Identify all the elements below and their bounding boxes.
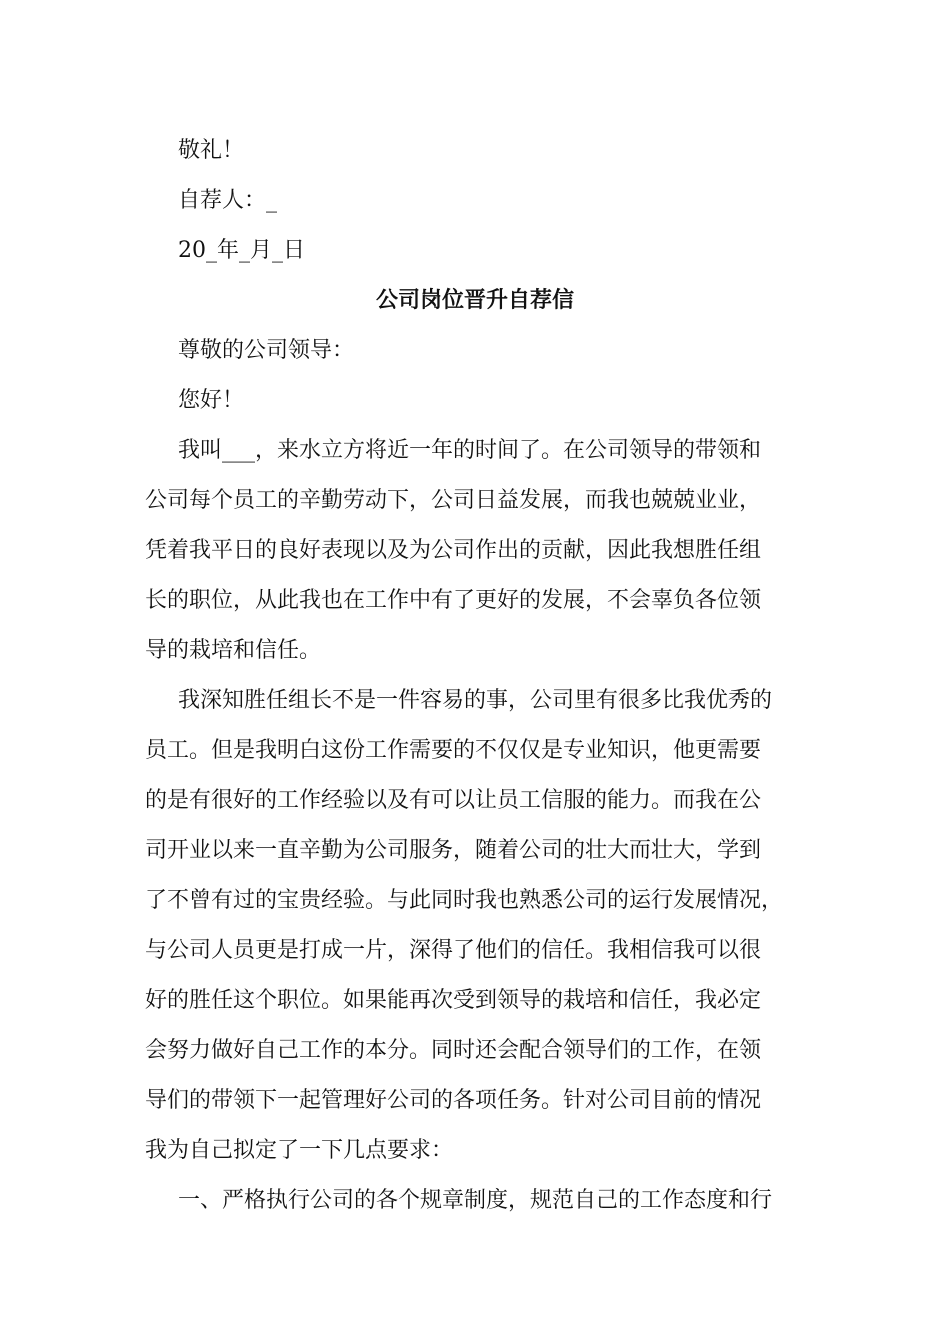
- letter-title: 公司岗位晋升自荐信: [375, 288, 574, 313]
- paragraph-line: 导们的带领下一起管理好公司的各项任务。针对公司目前的情况: [145, 1088, 762, 1113]
- paragraph-line: 凭着我平日的良好表现以及为公司作出的贡献，因此我想胜任组: [145, 538, 762, 563]
- paragraph-line: 的是有很好的工作经验以及有可以让员工信服的能力。而我在公: [145, 788, 762, 813]
- paragraph-line: 司开业以来一直辛勤为公司服务，随着公司的壮大而壮大，学到: [145, 838, 762, 863]
- date-line: 20_年_月_日: [178, 238, 305, 263]
- paragraph-line: 与公司人员更是打成一片，深得了他们的信任。我相信我可以很: [145, 938, 762, 963]
- paragraph-line: 我为自己拟定了一下几点要求：: [145, 1138, 454, 1163]
- signer-line: 自荐人：_: [178, 188, 278, 213]
- paragraph-line: 我深知胜任组长不是一件容易的事，公司里有很多比我优秀的: [178, 688, 773, 713]
- paragraph-line: 公司每个员工的辛勤劳动下，公司日益发展，而我也兢兢业业，: [145, 488, 762, 513]
- paragraph-line: 我叫___，来水立方将近一年的时间了。在公司领导的带领和: [178, 438, 762, 463]
- paragraph-line: 导的栽培和信任。: [145, 638, 322, 663]
- paragraph-line: 好的胜任这个职位。如果能再次受到领导的栽培和信任，我必定: [145, 988, 762, 1013]
- paragraph-line: 员工。但是我明白这份工作需要的不仅仅是专业知识，他更需要: [145, 738, 762, 763]
- hello: 您好！: [178, 388, 245, 413]
- paragraph-line: 一、严格执行公司的各个规章制度，规范自己的工作态度和行: [178, 1188, 773, 1213]
- paragraph-line: 会努力做好自己工作的本分。同时还会配合领导们的工作，在领: [145, 1038, 762, 1063]
- closing-salute: 敬礼！: [178, 138, 245, 163]
- paragraph-line: 了不曾有过的宝贵经验。与此同时我也熟悉公司的运行发展情况，: [145, 888, 784, 913]
- paragraph-line: 长的职位，从此我也在工作中有了更好的发展，不会辜负各位领: [145, 588, 762, 613]
- greeting: 尊敬的公司领导：: [178, 338, 355, 363]
